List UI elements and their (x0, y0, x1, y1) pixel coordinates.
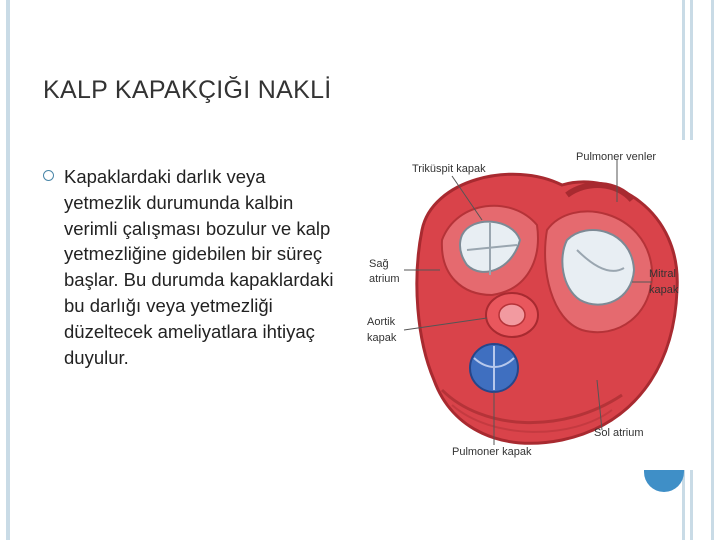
bullet-circle-icon (43, 170, 54, 181)
slide-border-right (711, 0, 714, 540)
bullet-text: Kapaklardaki darlık veya yetmezlik durumunda kalbin verimli çalışması bozulur ve kalp yetmezliğine gidebilen bir süreç başlar. Bu durumda kapaklardaki bu darlığı veya yetmezliği düzeltecek ameliyatlara ihtiyaç duyulur. (64, 166, 334, 368)
label-aortik-2: kapak (367, 332, 397, 344)
label-sag-atrium-2: atrium (369, 273, 400, 285)
label-mitral-2: kapak (649, 284, 679, 296)
heart-illustration (362, 140, 698, 470)
label-aortik-1: Aortik (367, 316, 396, 328)
label-sol-atrium: Sol atrium (594, 427, 644, 439)
slide-border-left (6, 0, 10, 540)
label-sag-atrium-1: Sağ (369, 258, 389, 270)
label-triskupit: Triküspit kapak (412, 163, 486, 175)
label-pulmoner-kapak: Pulmoner kapak (452, 446, 532, 458)
heart-valve-diagram (362, 140, 698, 470)
slide-title: KALP KAPAKÇIĞI NAKLİ (43, 76, 332, 104)
slide-number-badge (644, 470, 684, 492)
label-mitral-1: Mitral (649, 268, 676, 280)
label-pulmoner-venler: Pulmoner venler (576, 151, 657, 163)
